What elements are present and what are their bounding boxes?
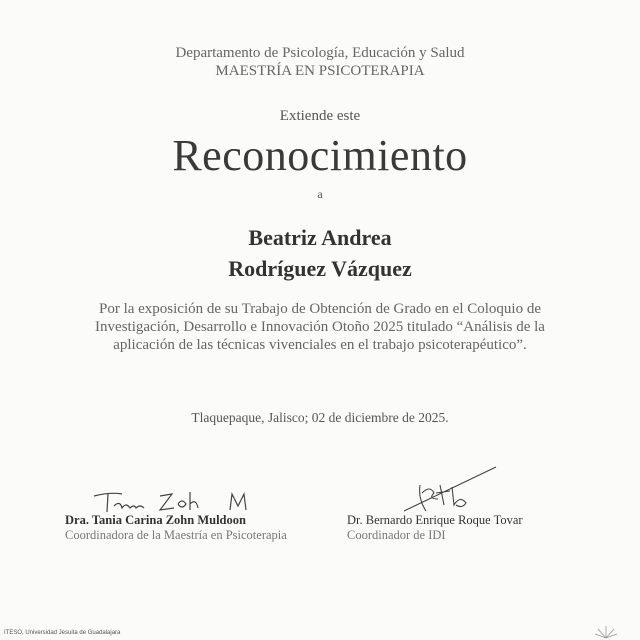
to-text: a xyxy=(317,187,323,201)
recipient-last-names: Rodríguez Vázquez xyxy=(228,256,412,281)
signatory-roque xyxy=(347,513,523,543)
department-name: Departamento de Psicología, Educación y Salud xyxy=(175,45,465,61)
signatory-role: Coordinador de IDI xyxy=(347,528,446,542)
signature-roque xyxy=(400,465,500,517)
certificate-body: Por la exposición de su Trabajo de Obtención de Grado en el Coloquio de Investigación, Desarrollo e Innovación Otoño 2025 titulado “Análisis de la aplicación de las técnicas vivenciales en el trabajo psicoterapéutico”. xyxy=(95,301,545,353)
recipient-first-names: Beatriz Andrea xyxy=(248,225,392,250)
iteso-logo-icon xyxy=(594,624,618,640)
intro-text: Extiende este xyxy=(279,108,361,124)
place-date: Tlaquepaque, Jalisco; 02 de diciembre de 2025. xyxy=(191,410,449,425)
program-name: MAESTRÍA EN PSICOTERAPIA xyxy=(215,63,425,79)
signatory-role: Coordinadora de la Maestría en Psicoterapia xyxy=(65,528,287,542)
signature-zohn xyxy=(90,488,260,516)
signatory-name: Dr. Bernardo Enrique Roque Tovar xyxy=(347,513,523,527)
header xyxy=(0,44,640,80)
signatory-name: Dra. Tania Carina Zohn Muldoon xyxy=(65,513,246,527)
certificate-title: Reconocimiento xyxy=(172,131,468,180)
recipient-name xyxy=(0,222,640,284)
footer-institution: ITESO, Universidad Jesuita de Guadalajara xyxy=(4,630,121,636)
signatory-zohn xyxy=(65,513,287,543)
